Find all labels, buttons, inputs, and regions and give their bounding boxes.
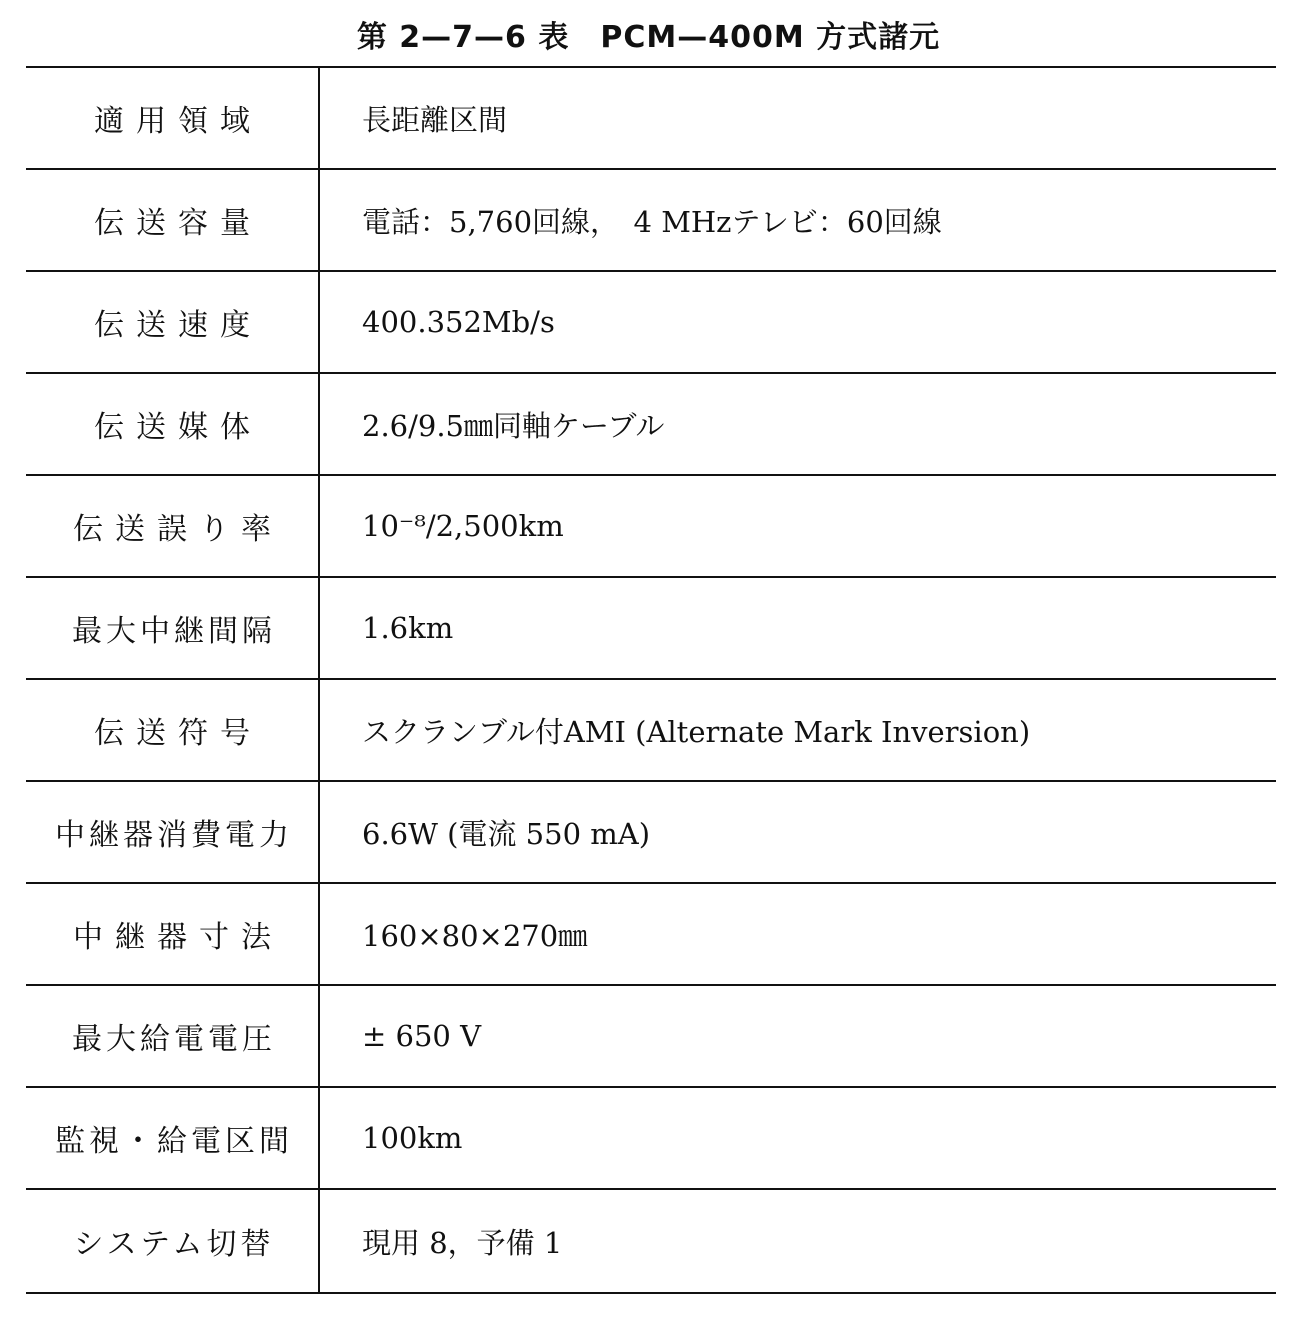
table-row <box>26 170 1276 272</box>
table-row <box>26 578 1276 680</box>
row-label: 伝送符号 <box>26 680 320 780</box>
row-label: 伝送速度 <box>26 272 320 372</box>
row-value: 現用 8，予備 1 <box>362 1225 563 1260</box>
table-row <box>26 782 1276 884</box>
row-label: システム切替 <box>26 1190 320 1292</box>
row-value: 10⁻⁸/2,500km <box>362 509 564 543</box>
table-row <box>26 986 1276 1088</box>
row-label: 中継器消費電力 <box>26 782 320 882</box>
row-label: 適用領域 <box>26 68 320 168</box>
row-label: 伝送容量 <box>26 170 320 270</box>
row-label: 伝送誤り率 <box>26 476 320 576</box>
table-row <box>26 476 1276 578</box>
row-value: 2.6/9.5㎜同軸ケーブル <box>362 408 665 443</box>
row-label: 最大給電電圧 <box>26 986 320 1086</box>
row-value: 160×80×270㎜ <box>362 918 588 953</box>
spec-table <box>26 66 1276 1294</box>
table-row <box>26 1088 1276 1190</box>
row-label: 最大中継間隔 <box>26 578 320 678</box>
table-row <box>26 374 1276 476</box>
row-value: 電話：5,760回線， 4 MHzテレビ：60回線 <box>362 204 942 239</box>
row-value: ± 650 V <box>362 1019 482 1053</box>
row-value: 100km <box>362 1121 463 1155</box>
row-label: 伝送媒体 <box>26 374 320 474</box>
row-label: 監視・給電区間 <box>26 1088 320 1188</box>
table-row <box>26 680 1276 782</box>
row-value: スクランブル付AMI (Alternate Mark Inversion) <box>362 714 1031 749</box>
row-label: 中継器寸法 <box>26 884 320 984</box>
table-row <box>26 884 1276 986</box>
table-row <box>26 68 1276 170</box>
row-value: 長距離区間 <box>362 102 508 137</box>
table-row <box>26 1190 1276 1294</box>
table-title: 第 2—7—6 表 PCM—400M 方式諸元 <box>356 20 941 55</box>
row-value: 400.352Mb/s <box>362 305 555 339</box>
row-value: 1.6km <box>362 611 454 645</box>
row-value: 6.6W (電流 550 mA) <box>362 816 651 851</box>
table-row <box>26 272 1276 374</box>
